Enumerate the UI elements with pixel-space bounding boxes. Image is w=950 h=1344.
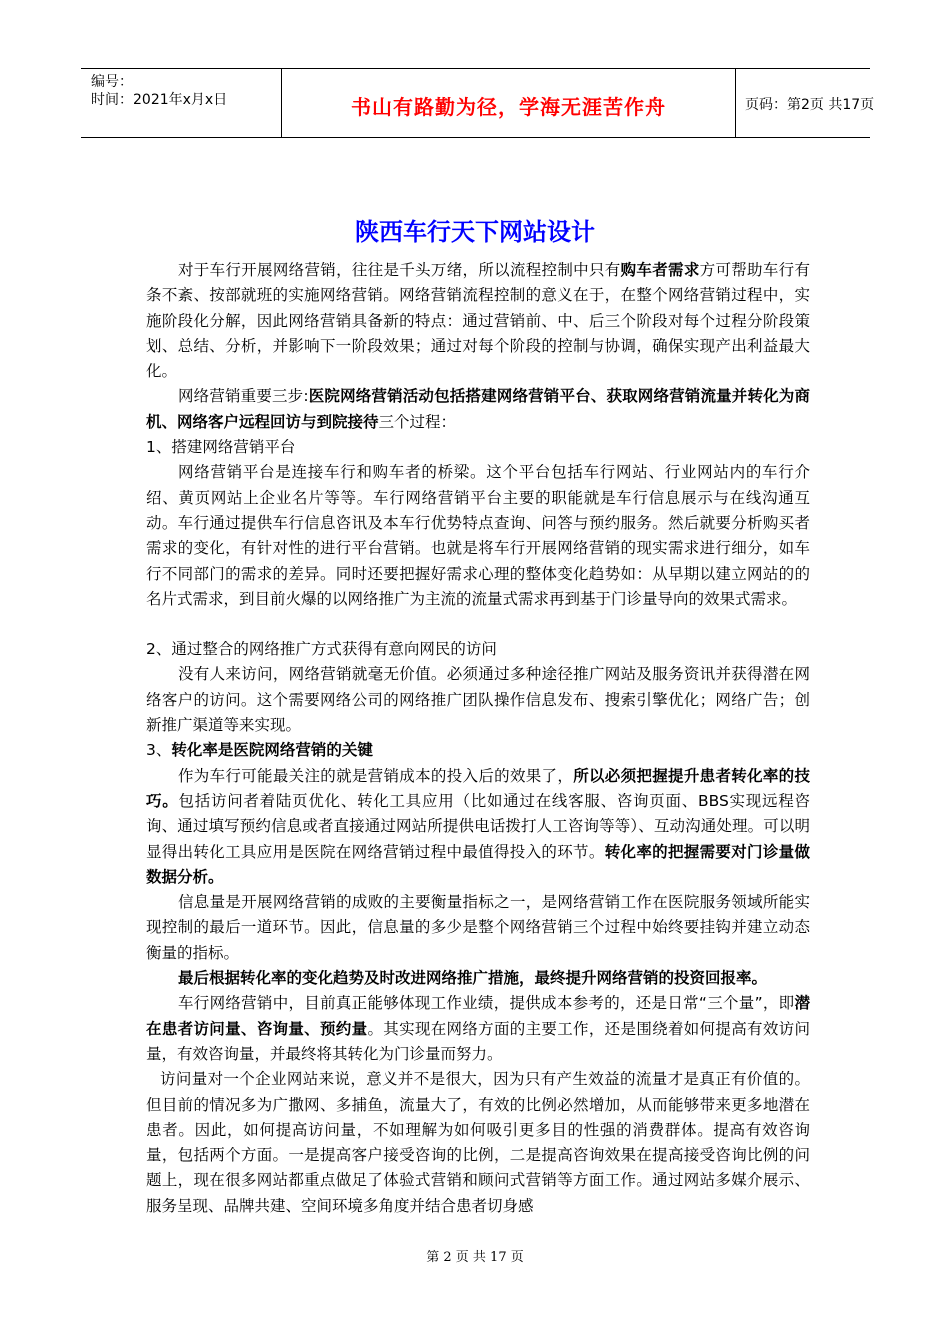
document-title: 陕西车行天下网站设计 bbox=[355, 218, 595, 246]
header-code-label: 编号： bbox=[91, 74, 133, 90]
emphasis-text: 医院网络营销活动包括搭建网络营销平台、获取网络营销流量并转化为商机、网络客户远程回访与到院接待 bbox=[146, 387, 810, 431]
paragraph-platform: 网络营销平台是连接车行和购车者的桥梁。这个平台包括车行网站、行业网站内的车行介绍、黄页网站上企业名片等等。车行网络营销平台主要的职能就是车行信息展示与在线沟通互动。车行通过提供车行信息咨讯及本车行优势特点查询、问答与预约服务。然后就要分析购买者需求的变化，有针对性的进行平台营销。也就是将车行开展网络营销的现实需求进行细分，如车行不同部门的需求的差异。同时还要把握好需求心理的整体变化趋势如：从早期以建立网站的的名片式需求，到目前火爆的以网络推广为主流的流量式需求再到基于门诊量导向的效果式需求。 bbox=[146, 463, 810, 608]
emphasis-text: 最后根据转化率的变化趋势及时改进网络推广措施，最终提升网络营销的投资回报率。 bbox=[178, 969, 768, 988]
heading-number: 3、 bbox=[146, 741, 172, 760]
paragraph-conversion bbox=[146, 764, 810, 890]
emphasis-text: 所以必须把握提升患者转化率的技巧。 bbox=[146, 766, 810, 810]
emphasis-text: 转化率的把握需要对门诊量做数据分析。 bbox=[146, 842, 810, 886]
paragraph-text: 对于车行开展网络营销，往往是千头万绪，所以流程控制中只有 bbox=[178, 261, 621, 279]
header-motto: 书山有路勤为径，学海无涯苦作舟 bbox=[351, 95, 666, 119]
paragraph-three-steps bbox=[146, 384, 810, 435]
paragraph-text: 包括访问者着陆页优化、转化工具应用（比如通过在线客服、咨询页面、BBS实现远程咨询、通过填写预约信息或者直接通过网站所提供电话拨打人工咨询等等）、互动沟通处理。可以明显得出转化工具应用是医院在网络营销过程中最值得投入的环节。 bbox=[146, 791, 810, 861]
header-info-cell bbox=[81, 69, 281, 137]
page-header bbox=[81, 68, 875, 138]
paragraph-text: 作为车行可能最关注的就是营销成本的投入后的效果了， bbox=[178, 766, 574, 785]
paragraph-text: 三个过程： bbox=[378, 412, 457, 431]
header-time-label: 时间：2021年x月x日 bbox=[91, 92, 228, 108]
blank-line bbox=[146, 612, 810, 637]
header-page-code: 页码：第2页 共17页 bbox=[745, 97, 875, 113]
section-heading-3 bbox=[146, 738, 810, 763]
emphasis-text: 购车者需求 bbox=[620, 261, 700, 279]
header-motto-cell bbox=[281, 69, 736, 137]
paragraph-information: 信息量是开展网络营销的成败的主要衡量指标之一，是网络营销工作在医院服务领域所能实现控制的最后一道环节。因此，信息量的多少是整个网络营销三个过程中始终要挂钩并建立动态衡量的指标。 bbox=[146, 893, 810, 962]
paragraph-text: 车行网络营销中，目前真正能够体现工作业绩，提供成本参考的，还是日常“三个量”，即 bbox=[178, 994, 795, 1013]
paragraph-intro bbox=[146, 258, 810, 384]
paragraph-roi bbox=[146, 966, 810, 991]
paragraph-text: 。其实现在网络方面的主要工作，还是围绕着如何提高有效访问量，有效咨询量，并最终将其转化为门诊量而努力。 bbox=[146, 1019, 810, 1063]
heading-text: 转化率是医院网络营销的关键 bbox=[171, 741, 373, 760]
paragraph-promotion: 没有人来访问，网络营销就毫无价值。必须通过多种途径推广网站及服务资讯并获得潜在网络客户的访问。这个需要网络公司的网络推广团队操作信息发布、搜索引擎优化；网络广告；创新推广渠道等来实现。 bbox=[146, 665, 810, 735]
emphasis-text: 潜在患者访问量、咨询量、预约量 bbox=[146, 994, 810, 1038]
paragraph-three-volumes bbox=[146, 991, 810, 1067]
paragraph-text: 网络营销重要三步: bbox=[178, 387, 309, 406]
document-body bbox=[146, 258, 810, 1219]
section-heading-1: 1、搭建网络营销平台 bbox=[146, 438, 296, 457]
header-page-cell bbox=[735, 69, 875, 137]
paragraph-traffic: 访问量对一个企业网站来说，意义并不是很大，因为只有产生效益的流量才是真正有价值的。但目前的情况多为广撒网、多捕鱼，流量大了，有效的比例必然增加，从而能够带来更多地潜在患者。因此，如何提高访问量，不如理解为如何吸引更多目的性强的消费群体。提高有效咨询量，包括两个方面。一是提高客户接受咨询的比例，二是提高咨询效果在提高接受咨询比例的问题上，现在很多网站都重点做足了体验式营销和顾问式营销等方面工作。通过网站多媒介展示、服务呈现、品牌共建、空间环境多角度并结合患者切身感 bbox=[146, 1070, 810, 1215]
page-footer: 第 2 页 共 17 页 bbox=[426, 1250, 524, 1265]
paragraph-text: 方可帮助车行有条不紊、按部就班的实施网络营销。网络营销流程控制的意义在于，在整个网络营销过程中，实施阶段化分解，因此网络营销具备新的特点：通过营销前、中、后三个阶段对每个过程分阶段策划、总结、分析，并影响下一阶段效果；通过对每个阶段的控制与协调，确保实现产出利益最大化。 bbox=[146, 261, 810, 381]
section-heading-2: 2、通过整合的网络推广方式获得有意向网民的访问 bbox=[146, 640, 497, 659]
